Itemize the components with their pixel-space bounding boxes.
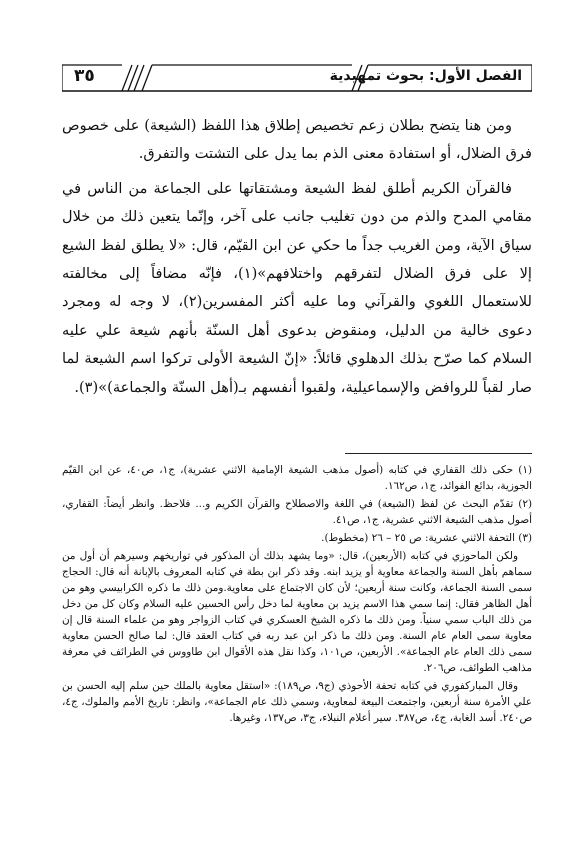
page-number: ٣٥: [74, 66, 95, 86]
paragraph: ومن هنا يتضح بطلان زعم تخصيص إطلاق هذا اللفظ (الشيعة) على خصوص فرق الضلال، أو استفادة معنى الذم بما يدل على التشتت والتفرق.: [62, 117, 532, 163]
chapter-title: الفصل الأول: بحوث تمهيدية: [329, 68, 522, 84]
footnotes: [62, 462, 532, 728]
page-header: [62, 62, 532, 92]
footnote-separator: [345, 453, 532, 454]
footnote: (٢) تقدّم البحث عن لفظ (الشيعة) في اللغة والاصطلاح والقرآن الكريم و... فلاحظ. وانظر أيضاً: القفاري، أصول مذهب الشيعة الاثني عشرية، ج١، ص٤١.: [62, 498, 532, 526]
footnote-continuation: وقال المباركفوري في كتابه تحفة الأحوذي (ج٩، ص١٨٩): «استقل معاوية بالملك حين سلم إليه الحسن بن علي الأمرة سنة أربعين، واجتمعت البيعة لمعاوية، وسمي ذلك عام الجماعة»، وانظر: تاريخ الأمم والملوك، ج٤، ص٢٤٠. أسد الغابة، ج٤، ص٣٨٧. سير أعلام النبلاء، ج٣، ص١٣٧، وغيرها.: [62, 680, 532, 724]
footnote-continuation: ولكن الماحوزي في كتابه (الأربعين)، قال: «وما يشهد بذلك أن المذكور في تواريخهم وسيرهم أن أول من سماهم بأهل السنة والجماعة معاوية أو يزيد ابنه. وقد ذكر ابن بطة في كتابه المعروف بالإبانة أنه قال: الحجاج سمى السنة الجماعة، وكانت سنة أربعين؛ لأن كان الاجتماع على معاوية.ومن ذلك ما ذكره الكرابيسي وهو من أهل الظاهر فقال: إنما سمي هذا الاسم يزيد بن معاوية لما دخل رأس الحسين عليه السلام وكان كل من دخل من ذلك الباب سمي سنياً. ومن ذلك ما ذكره الشيخ العسكري في كتاب الزواجر وهو من علماء السنة قال إن معاوية سمى العام عام السنة. ومن ذلك ما ذكر ابن عبد ربه في كتاب العقد قال: لما صالح الحسن معاوية سمى ذلك العام عام الجماعة». الأربعين، ص١٠١، وكذا نقل هذه الأقوال ابن طاووس في الطرائف في معرفة مذاهب الطوائف، ص٢٠٦.: [62, 550, 532, 674]
footnote: (٣) التحفة الاثني عشرية: ص ٢٥ – ٢٦ (مخطوط).: [321, 532, 532, 544]
main-text: [62, 112, 532, 402]
footnote: (١) حكى ذلك القفاري في كتابه (أصول مذهب الشيعة الإمامية الاثني عشرية)، ج١، ص٤٠، عن ابن القيّم الجوزية، بدائع الفوائد، ج١، ص١٦٢.: [62, 464, 533, 492]
paragraph: فالقرآن الكريم أطلق لفظ الشيعة ومشتقاتها على الجماعة من الناس في مقامي المدح والذم من دون تغليب جانب على آخر، وإنّما يتعين ذلك من خلال سياق الآية، ومن الغريب جداً ما حكي عن ابن القيّم، قال: «لا يطلق لفظ الشيع إلا على فرق الضلال لتفرقهم واختلافهم»(١)، فإنّه مضافاً إلى مخالفته للاستعمال اللغوي والقرآني وما عليه أكثر المفسرين(٢)، لا وجه له ومجرد دعوى خالية من الدليل، ومنقوض بدعوى أهل السنّة بأنهم شيعة علي عليه السلام كما صرّح بذلك الدهلوي قائلاً: «إنّ الشيعة الأولى تركوا اسم الشيعة لما صار لقباً للروافض والإسماعيلية، ولقبوا أنفسهم بـ(أهل السنّة والجماعة)»(٣).: [62, 179, 532, 396]
